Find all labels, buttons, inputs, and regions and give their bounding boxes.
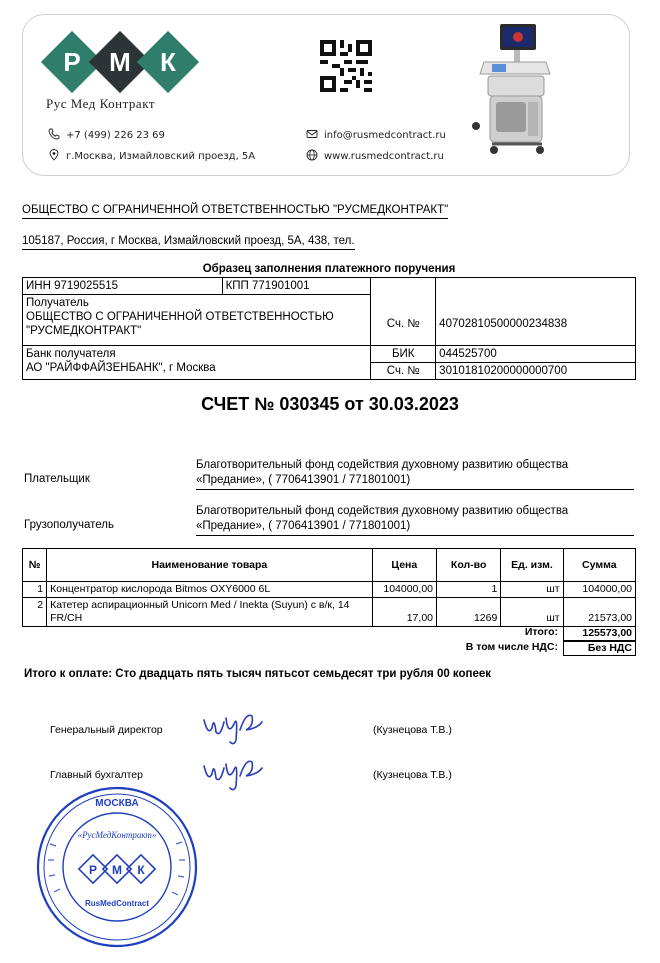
accountant-role: Главный бухгалтер: [50, 769, 143, 781]
stamp-brand: «РусМедКонтракт»: [77, 830, 157, 840]
kpp-cell: КПП 771901001: [222, 278, 371, 295]
mail-icon: [306, 128, 318, 140]
row-num: 2: [23, 598, 47, 627]
bank-cell: [23, 346, 371, 380]
account-number: 40702810500000234838: [436, 278, 636, 346]
map-pin-icon: [48, 149, 60, 161]
row-qty: 1269: [437, 598, 501, 627]
director-name: (Кузнецова Т.В.): [373, 724, 452, 736]
row-name: Концентратор кислорода Bitmos OXY6000 6L: [47, 582, 373, 598]
phone-text[interactable]: +7 (499) 226 23 69: [66, 130, 165, 141]
phone-contact: [48, 128, 165, 141]
director-role: Генеральный директор: [50, 724, 163, 736]
stamp-letter-r: Р: [88, 863, 98, 877]
consignee-label: Грузополучатель: [24, 519, 114, 531]
vat-label: В том числе НДС:: [465, 641, 558, 653]
corr-account-label: Сч. №: [371, 363, 436, 380]
company-stamp: [34, 784, 200, 950]
col-header-name: Наименование товара: [47, 549, 373, 582]
stamp-letter-k: К: [137, 863, 145, 877]
stamp-city: МОСКВА: [95, 798, 139, 809]
stamp-letter-m: М: [112, 863, 122, 877]
address-contact: [48, 149, 255, 162]
table-row: [23, 582, 636, 598]
row-price: 104000,00: [372, 582, 436, 598]
invoice-title: СЧЕТ № 030345 от 30.03.2023: [201, 394, 459, 414]
items-header-row: [23, 549, 636, 582]
seller-address: 105187, Россия, г Москва, Измайловский проезд, 5А, 438, тел.: [22, 234, 355, 250]
email-contact: [306, 128, 446, 141]
company-logo: [36, 26, 206, 136]
row-sum: 21573,00: [563, 598, 635, 627]
address-text: г.Москва, Измайловский проезд, 5А: [66, 151, 256, 162]
vat-value: Без НДС: [563, 641, 636, 656]
row-name: Катетер аспирационный Unicorn Med / Inekta (Suyun) с в/к, 14 FR/CH: [47, 598, 373, 627]
website-contact: [306, 149, 444, 162]
stamp-latin: RusMedContract: [84, 899, 150, 908]
col-header-qty: Кол-во: [437, 549, 501, 582]
accountant-signature: [200, 752, 270, 792]
col-header-price: Цена: [372, 549, 436, 582]
logo-letter-k: К: [160, 47, 176, 77]
logo-letter-m: М: [109, 47, 131, 77]
bank-label: Банк получателя: [26, 348, 116, 360]
row-unit: шт: [501, 582, 563, 598]
seller-name: ОБЩЕСТВО С ОГРАНИЧЕННОЙ ОТВЕТСТВЕННОСТЬЮ "РУСМЕДКОНТРАКТ": [22, 203, 448, 219]
recipient-name: ОБЩЕСТВО С ОГРАНИЧЕННОЙ ОТВЕТСТВЕННОСТЬЮ "РУСМЕДКОНТРАКТ": [26, 311, 334, 337]
row-unit: шт: [501, 598, 563, 627]
payer-value: Благотворительный фонд содействия духовному развитию общества «Предание», ( 7706413901 / 771801001): [196, 458, 634, 490]
phone-icon: [48, 128, 60, 140]
recipient-cell: [23, 295, 371, 346]
payer-label: Плательщик: [24, 473, 90, 485]
inn-cell: ИНН 9719025515: [23, 278, 223, 295]
company-name: Рус Мед Контракт: [46, 96, 156, 111]
col-header-num: №: [23, 549, 47, 582]
logo-letter-r: Р: [63, 47, 81, 77]
col-header-unit: Ед. изм.: [501, 549, 563, 582]
bank-name: АО "РАЙФФАЙЗЕНБАНК", г Москва: [26, 362, 216, 374]
total-label: Итого:: [524, 626, 558, 638]
recipient-label: Получатель: [26, 297, 89, 309]
col-header-sum: Сумма: [563, 549, 635, 582]
account-label: Сч. №: [371, 278, 436, 346]
row-price: 17,00: [372, 598, 436, 627]
accountant-name: (Кузнецова Т.В.): [373, 769, 452, 781]
row-num: 1: [23, 582, 47, 598]
website-text[interactable]: www.rusmedcontract.ru: [324, 151, 444, 162]
director-signature: [200, 706, 270, 746]
bik-label: БИК: [371, 346, 436, 363]
row-sum: 104000,00: [563, 582, 635, 598]
total-value: 125573,00: [563, 626, 636, 641]
corr-account-value: 30101810200000000700: [436, 363, 636, 380]
payment-form-table: [22, 277, 636, 380]
ultrasound-machine-image: [462, 22, 562, 162]
items-table: [22, 548, 636, 627]
globe-icon: [306, 149, 318, 161]
email-text[interactable]: info@rusmedcontract.ru: [324, 130, 446, 141]
qr-code-icon: [320, 40, 372, 92]
consignee-value: Благотворительный фонд содействия духовному развитию общества «Предание», ( 7706413901 / 771801001): [196, 504, 634, 536]
row-qty: 1: [437, 582, 501, 598]
bik-value: 044525700: [436, 346, 636, 363]
payment-form-title: Образец заполнения платежного поручения: [202, 263, 456, 275]
table-row: [23, 598, 636, 627]
total-in-words: Итого к оплате: Сто двадцать пять тысяч пятьсот семьдесят три рубля 00 копеек: [24, 668, 492, 680]
